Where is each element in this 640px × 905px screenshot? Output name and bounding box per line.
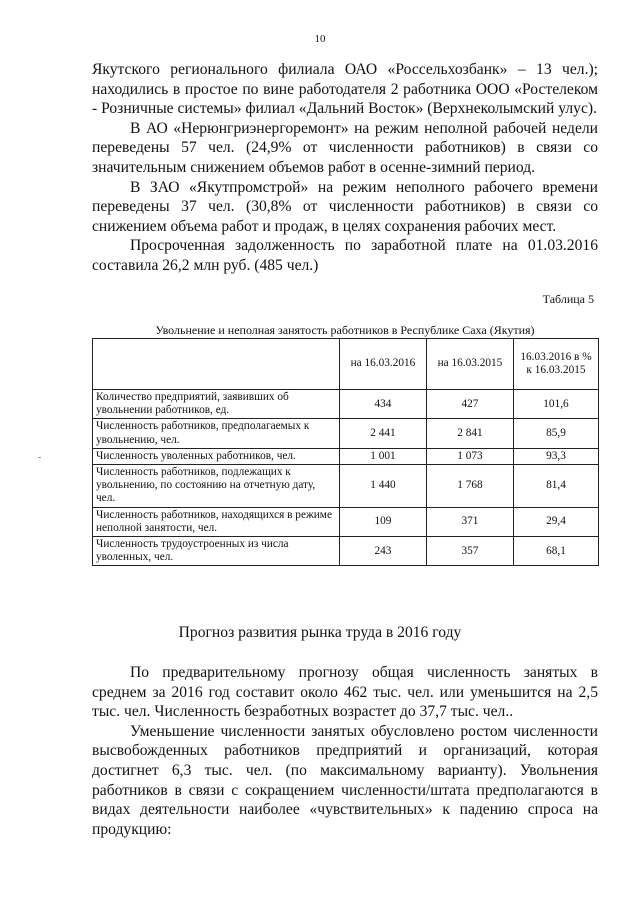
table-row <box>93 465 599 508</box>
page-number: 10 <box>314 33 326 45</box>
table-cell: 109 <box>339 507 426 536</box>
section-heading: Прогноз развития рынка труда в 2016 году <box>178 624 462 641</box>
table-cell: 1 440 <box>339 465 426 508</box>
table-row <box>93 537 599 566</box>
top-text-block <box>92 60 598 276</box>
table-cell: 93,3 <box>513 448 598 464</box>
table-cell: 2 841 <box>426 419 513 448</box>
table-cell: 85,9 <box>513 419 598 448</box>
paragraph: В АО «Нерюнгриэнергоремонт» на режим неполной рабочей недели переведены 57 чел. (24,9% от численности работников) в связи со значительным снижением объемов работ в осенне-зимний период. <box>92 119 598 176</box>
table-cell: 427 <box>426 390 513 419</box>
table-number: Таблица 5 <box>542 292 594 306</box>
table-row <box>93 507 599 536</box>
table-cell: 1 768 <box>426 465 513 508</box>
row-label: Численность работников, предполагаемых к увольнению, чел. <box>93 419 340 448</box>
paragraph: Якутского регионального филиала ОАО «Россельхозбанк» – 13 чел.); находились в простое по вине работодателя 2 работника ООО «Ростелеком - Розничные системы» филиал «Дальний Восток» (Верхнеколымский улус). <box>92 61 598 118</box>
table-cell: 434 <box>339 390 426 419</box>
table-cell: 2 441 <box>339 419 426 448</box>
table-cell: 101,6 <box>513 390 598 419</box>
table-header-cell: на 16.03.2015 <box>426 339 513 390</box>
bottom-text-block <box>92 663 598 839</box>
table-cell: 1 073 <box>426 448 513 464</box>
table-cell: 357 <box>426 537 513 566</box>
table-header-row <box>93 339 599 390</box>
table-header-cell: на 16.03.2016 <box>339 339 426 390</box>
scan-mark <box>38 457 41 458</box>
table-row <box>93 448 599 464</box>
paragraph: В ЗАО «Якутпромстрой» на режим неполного рабочего времени переведены 37 чел. (30,8% от численности работников) в связи со снижением объема работ и продаж, в целях сохранения рабочих мест. <box>92 178 598 235</box>
table-row <box>93 390 599 419</box>
row-label: Количество предприятий, заявивших об увольнении работников, ед. <box>93 390 340 419</box>
paragraph: Уменьшение численности занятых обусловлено ростом численности высвобожденных работников предприятий и организаций, которая достигнет 6,3 тыс. чел. (по максимальному варианту). Увольнения работников в связи с сокращением численности/штата предполагаются в видах деятельности наиболее «чувствительных» к падению спроса на продукцию: <box>92 722 598 838</box>
table-cell: 68,1 <box>513 537 598 566</box>
table-cell: 371 <box>426 507 513 536</box>
row-label: Численность трудоустроенных из числа уволенных, чел. <box>93 537 340 566</box>
table-header-cell <box>93 339 340 390</box>
table-caption: Увольнение и неполная занятость работников в Республике Саха (Якутия) <box>155 323 535 337</box>
row-label: Численность уволенных работников, чел. <box>93 448 340 464</box>
table-cell: 29,4 <box>513 507 598 536</box>
paragraph: По предварительному прогнозу общая численность занятых в среднем за 2016 год составит около 462 тыс. чел. или уменьшится на 2,5 тыс. чел. Численность безработных возрастет до 37,7 тыс. чел.. <box>92 664 598 721</box>
paragraph: Просроченная задолженность по заработной плате на 01.03.2016 составила 26,2 млн руб. (485 чел.) <box>92 237 598 274</box>
table-header-cell: 16.03.2016 в % к 16.03.2015 <box>513 339 598 390</box>
table-cell: 1 001 <box>339 448 426 464</box>
table-row <box>93 419 599 448</box>
table-cell: 81,4 <box>513 465 598 508</box>
table-cell: 243 <box>339 537 426 566</box>
row-label: Численность работников, подлежащих к увольнению, по состоянию на отчетную дату, чел. <box>93 465 340 508</box>
data-table <box>92 338 599 566</box>
row-label: Численность работников, находящихся в режиме неполной занятости, чел. <box>93 507 340 536</box>
